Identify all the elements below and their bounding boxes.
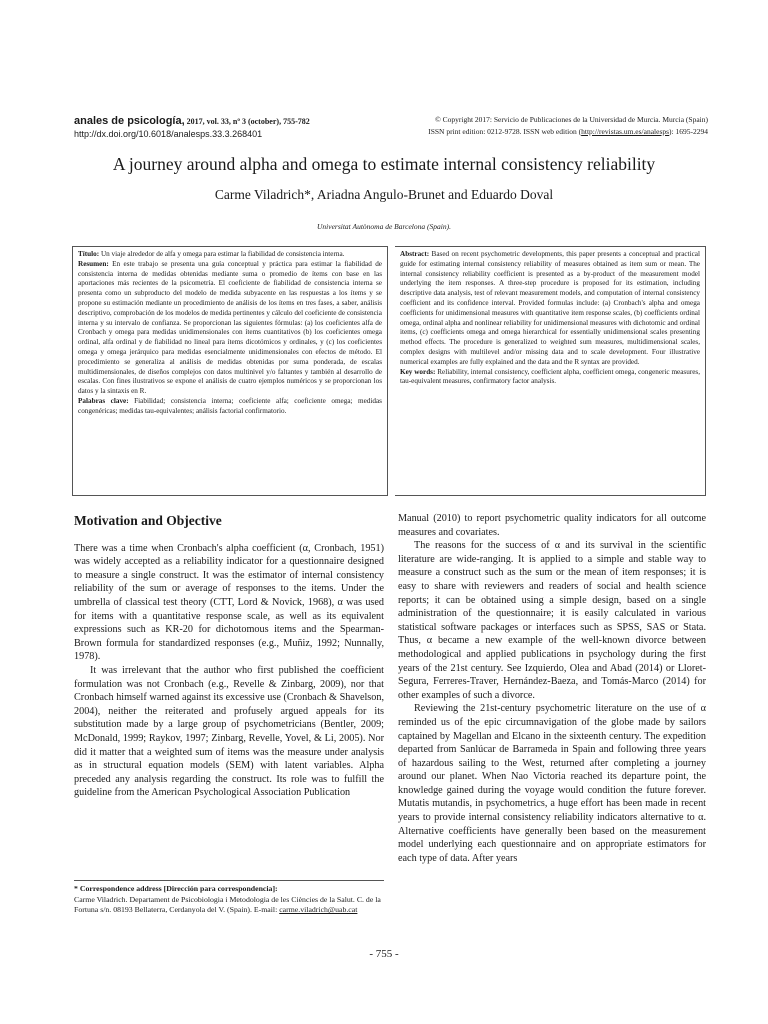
issn-line: [368, 126, 708, 138]
journal-citation: [74, 114, 364, 140]
body-paragraph: It was irrelevant that the author who first published the coefficient formulation was not Cronbach (e.g., Revelle & Zinbarg, 2009), nor that Cronbach himself warned against its excessive use (Cronbach & Shavelson, 2004), neither the reiterated and profusely argued appeals for its substitution made by a large group of psychometricians (Bentler, 2009; McDonald, 1999; Raykov, 1997; Zinbarg, Revelle, Yovel, & Li, 2005). Nor did it matter that a weighted sum of items was the measure under analysis as in structural equation models (SEM) with latent variables. Alpha preceded any analysis regarding the construct. Its role was to fulfill the guideline from the American Psychological Association Publication: [74, 664, 384, 799]
journal-name: anales de psicología,: [74, 115, 185, 127]
abstract-para: [400, 250, 700, 368]
email-link[interactable]: carme.viladrich@uab.cat: [279, 905, 358, 914]
titulo-label: Título:: [78, 250, 100, 258]
footnote-heading: * Correspondence address [Dirección para correspondencia]:: [74, 884, 278, 893]
issn-prefix: ISSN print edition: 0212-9728. ISSN web edition (: [428, 127, 582, 136]
paper-authors: Carme Viladrich*, Ariadna Angulo-Brunet and Eduardo Doval: [214, 187, 554, 202]
page-number: - 755 -: [369, 948, 399, 960]
resumen-text: En este trabajo se presenta una guía conceptual y práctica para estimar la fiabilidad de consistencia interna de medidas obtenidas mediante suma o promedio de ítems con base en las aportaciones más recientes de la psicometría. El coeficiente de fiabilidad de consistencia interna se presenta como un subproducto del modelo de medida subyacente en las respuestas a los ítems y se propone su estimación mediante un procedimiento de análisis de los ítems en tres fases, a saber, análisis descriptivo, comprobación de los modelos de medida pertinentes y cálculo del coeficiente de consistencia interna y su intervalo de confianza. Se proporcionan las siguientes fórmulas: (a) los coeficientes alfa de Cronbach y omega para medidas unidimensionales con ítems cuantitativos (b) los coeficientes omega ordinal, alfa ordinal y de fiabilidad no lineal para ítems dicotómicos y ordinales, y (c) los coeficientes omega y omega jerárquico para medidas esencialmente unidimensionales con efectos de método. El procedimiento se generaliza al análisis de medidas obtenidas por suma ponderada, de escalas multidimensionales, de diseños complejos con datos multinivel y/o faltantes y también al desarrollo de escalas. Con fines ilustrativos se expone el análisis de cuatro ejemplos numéricos y se proporcionan los datos y la sintaxis en R.: [78, 259, 382, 396]
abstract-english: [395, 246, 706, 496]
keywords-para: [400, 368, 700, 388]
body-paragraph: Manual (2010) to report psychometric quality indicators for all outcome measures and covariates.: [398, 513, 706, 538]
copyright-line: © Copyright 2017: Servicio de Publicaciones de la Universidad de Murcia. Murcia (Spain): [435, 115, 708, 124]
correspondence-footnote: [74, 880, 384, 916]
palabras-text: Fiabilidad; consistencia interna; coeficiente alfa; coeficiente omega; medidas congenéricas; medidas tau-equivalentes; análisis factorial confirmatorio.: [78, 396, 382, 415]
keywords-text: Reliability, internal consistency, coefficient alpha, coefficient omega, congeneric measures, tau-equivalent measures, confirmatory factor analysis.: [400, 367, 701, 386]
spanish-title-para: [78, 250, 382, 260]
footnote-body: [74, 895, 384, 916]
body-column-left: [74, 512, 384, 800]
author-affiliation: Universitat Autònoma de Barcelona (Spain).: [317, 222, 451, 231]
keywords-label: Key words:: [400, 367, 436, 376]
abstract-label: Abstract:: [400, 250, 430, 258]
palabras-label: Palabras clave:: [78, 396, 129, 405]
abstract-text: Based on recent psychometric developments, this paper presents a conceptual and practical guide for estimating internal consistency reliability of measures obtained as item sum or mean. The internal consistency reliability coefficient is presented as a by-product of the measurement model underlying the item responses. A three-step procedure is proposed for its estimation, including descriptive data analysis, test of relevant measurement models, and computation of internal consistency coefficient and its confidence interval. Provided formulas include: (a) Cronbach's alpha and omega coefficients for unidimensional measures with quantitative item response scales, (b) coefficients ordinal omega, ordinal alpha and nonlinear reliability for unidimensional measures with dichotomic and ordinal items, (c) coefficients omega and omega hierarchical for essentially unidimensional scales presenting method effects. The procedure is generalized to weighted sum measures, multidimensional scales, complex designs with multilevel and/or missing data and to scale development. Four illustrative numerical examples are fully explained and the data and the R syntax are provided.: [400, 250, 700, 366]
body-paragraph: The reasons for the success of α and its survival in the scientific literature are wide-ranging. It is applied to a simple and stable way to measure a construct such as the sum or the mean of item responses; it is easy to share with reviewers and readers of social and health science reports; it can be obtained using a simple design, based on a single administration of the questionnaire; it is easily calculated in various statistical software packages or interfaces such as SPSS, SAS or Stata. Thus, α became a new example of the well-known divorce between methodological and applied publications in psychology during the first years of the 21st century. See Izquierdo, Olea and Abad (2014) or Lloret-Segura, Ferreres-Traver, Hernández-Baeza, and Tomás-Marco (2014) for other examples of such a divorce.: [398, 540, 706, 701]
footnote-address: Carme Viladrich. Departament de Psicobiologia i Metodologia de les Ciències de la Salut. C. de la Fortuna s/n. 08193 Bellaterra, Cerdanyola del V. (Spain). E-mail:: [74, 894, 381, 914]
abstract-spanish: [72, 246, 388, 496]
journal-issue: 2017, vol. 33, nº 3 (october), 755-782: [184, 117, 310, 126]
titulo-text: Un viaje alrededor de alfa y omega para estimar la fiabilidad de consistencia interna.: [99, 250, 345, 258]
resumen-label: Resumen:: [78, 259, 109, 268]
body-paragraph: There was a time when Cronbach's alpha coefficient (α, Cronbach, 1951) was widely accepted as a reliability indicator for a questionnaire designed to measure a single construct. It was the estimator of internal consistency reliability of the sum or average of responses to the items. Under the umbrella of classical test theory (CTT, Lord & Novick, 1968), α was used for items with a quantitative response scale, as well as its equivalent expressions such as KR-20 for dichotomous items and the Spearman-Brown formula for standardized responses (e.g., Muñiz, 1992; Nunnally, 1978).: [74, 542, 384, 663]
resumen-para: [78, 260, 382, 397]
doi-link[interactable]: http://dx.doi.org/10.6018/analesps.33.3.268401: [74, 129, 263, 139]
journal-web-link[interactable]: http://revistas.um.es/analesps: [581, 127, 670, 136]
page-header: [74, 114, 708, 140]
palabras-para: [78, 397, 382, 417]
copyright-block: [368, 114, 708, 138]
section-heading: Motivation and Objective: [74, 513, 222, 528]
paper-title: A journey around alpha and omega to estimate internal consistency reliability: [112, 154, 656, 174]
body-paragraph: Reviewing the 21st-century psychometric literature on the use of α reminded us of the epic circumnavigation of the globe made by sailors captained by Magellan and Elcano in the sixteenth century. The expedition departed from Sanlúcar de Barrameda in Spain and following three years of hazardous sailing to the West, returned after completing a journey around our planet. When Nao Victoria reached its departure point, the knowledge gained during the voyage would condition the future forever. Mutatis mutandis, in psychometrics, a huge effort has been made in recent years to provide internal consistency reliability indicators alternative to α. Alternative coefficients have generally been based on the measurement model underlying each questionnaire and on appropriate estimators for each type of data. After years: [398, 703, 706, 864]
body-column-right: [398, 512, 706, 865]
issn-suffix: ): 1695-2294: [669, 127, 708, 136]
